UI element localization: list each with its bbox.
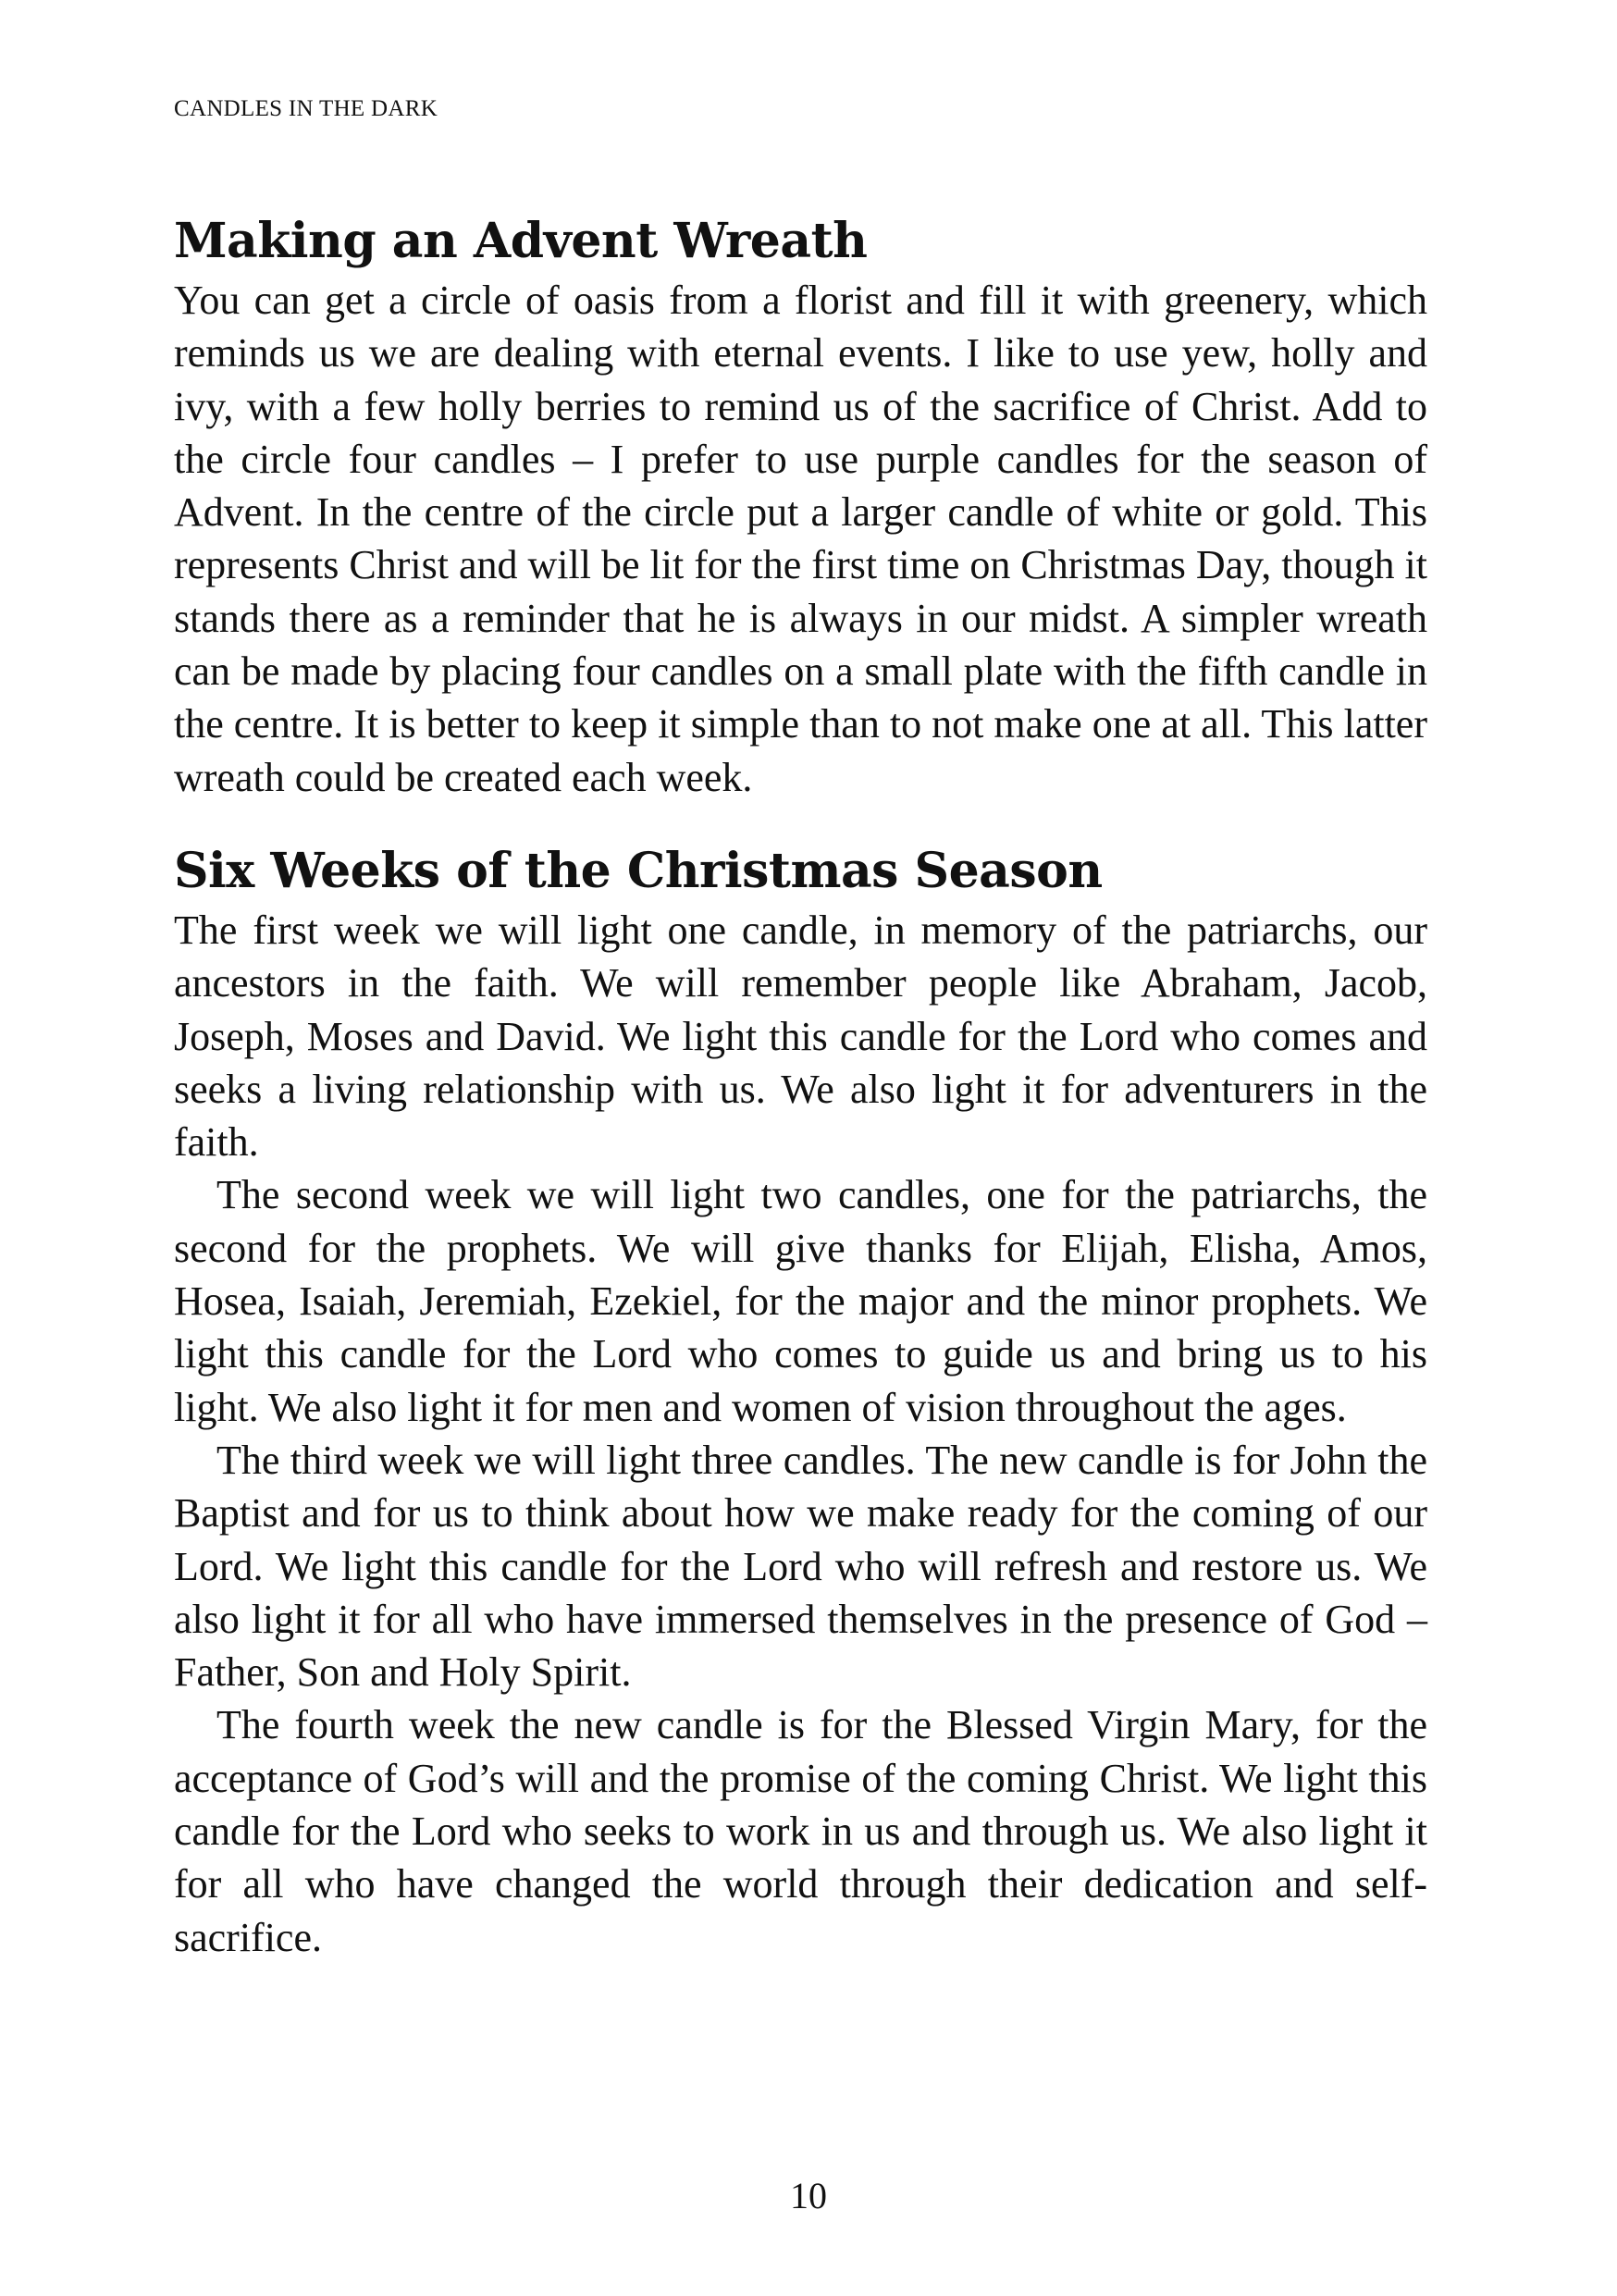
- page-number: 10: [790, 2175, 827, 2216]
- body-paragraph: The first week we will light one candle, in memory of the patriarchs, our ancestors in the faith. We will remember people like Abraham, Jacob, Joseph, Moses and David. We light this candle for the Lord who comes and seeks a living relationship with us. We also light it for adventurers in the faith.: [174, 907, 1427, 1166]
- section-advent-wreath: [174, 209, 1427, 804]
- page-body: [174, 209, 1427, 1964]
- body-paragraph: You can get a circle of oasis from a florist and fill it with greenery, which reminds us we are dealing with eternal events. I like to use yew, holly and ivy, with a few holly berries to remind us of the sacrifice of Christ. Add to the circle four candles – I prefer to use purple candles for the season of Advent. In the centre of the circle put a larger candle of white or gold. This represents Christ and will be lit for the first time on Christmas Day, though it stands there as a reminder that he is always in our midst. A simpler wreath can be made by placing four candles on a small plate with the fifth candle in the centre. It is better to keep it simple than to not make one at all. This latter wreath could be created each week.: [174, 278, 1427, 800]
- section-heading: Making an Advent Wreath: [174, 213, 868, 269]
- running-head: CANDLES IN THE DARK: [174, 96, 438, 121]
- body-paragraph: The third week we will light three candles. The new candle is for John the Baptist and for us to think about how we make ready for the coming of our Lord. We light this candle for the Lord who will refresh and restore us. We also light it for all who have immersed themselves in the presence of God – Father, Son and Holy Spirit.: [174, 1437, 1427, 1696]
- body-paragraph: The second week we will light two candles, one for the patriarchs, the second for the prophets. We will give thanks for Elijah, Elisha, Amos, Hosea, Isaiah, Jeremiah, Ezekiel, for the major and the minor prophets. We light this candle for the Lord who comes to guide us and bring us to his light. We also light it for men and women of vision throughout the ages.: [174, 1172, 1427, 1430]
- section-six-weeks: [174, 839, 1427, 1964]
- body-paragraph: The fourth week the new candle is for the Blessed Virgin Mary, for the acceptance of God’s will and the promise of the coming Christ. We light this candle for the Lord who seeks to work in us and through us. We also light it for all who have changed the world through their dedication and self-sacrifice.: [174, 1702, 1427, 1960]
- section-heading: Six Weeks of the Christmas Season: [174, 842, 1103, 899]
